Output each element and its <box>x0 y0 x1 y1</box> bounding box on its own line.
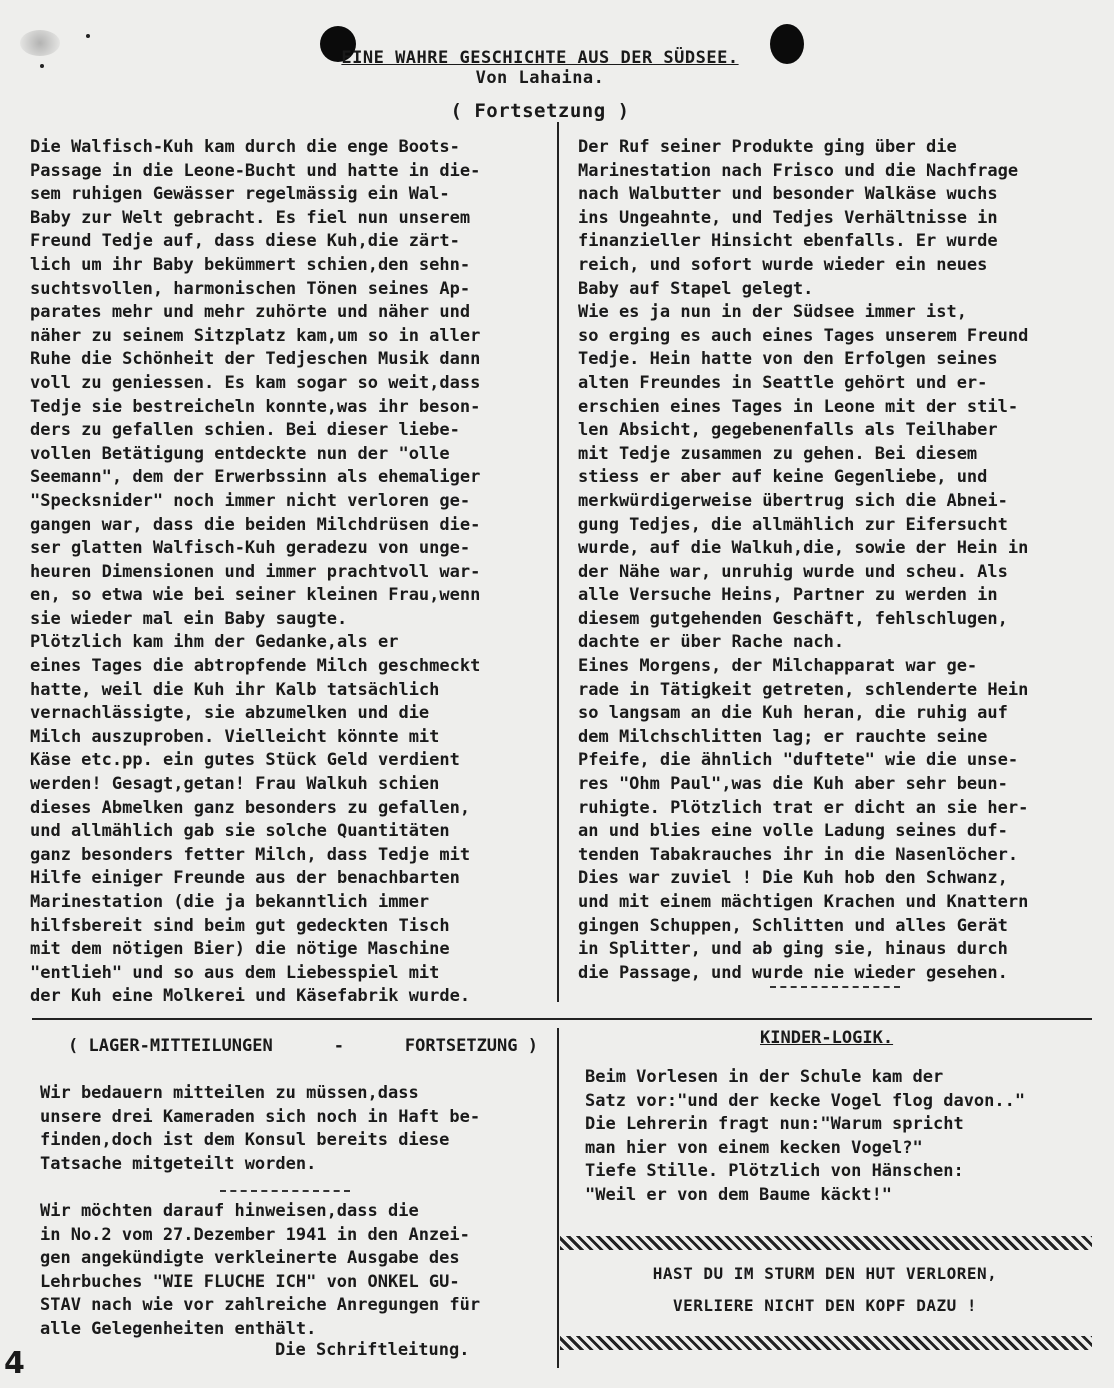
lager-notice-2-text: Wir möchten darauf hinweisen,dass die in No.2 vom 27.Dezember 1941 in den Anzei- gen angekündigte verkleinerte Ausgabe des Lehrbuches "WIE FLUCHE ICH" von ONKEL GU- STAV nach wie vor zahlreiche Anregungen für alle Gelegenheiten enthält. <box>40 1201 481 1339</box>
story-text-right: Der Ruf seiner Produkte ging über die Marinestation nach Frisco und die Nachfrage nach Walbutter und besonder Walkäse wuchs ins Ungeahnte, und Tedjes Verhältnisse in finanzieller Hinsicht ebenfalls. Er wurde reich, und sofort wurde wieder ein neues Baby auf Stapel gelegt. Wie es ja nun in der Südsee immer ist, so erging es auch eines Tages unserem Freund Tedje. Hein hatte von den Erfolgen seines alten Freundes in Seattle gehört und er- erschien eines Tages in Leone mit der stil- len Absicht, gegebenenfalls als Teilhaber mit Tedje zusammen zu gehen. Bei diesem stiess er aber auf keine Gegenliebe, und merkwürdigerweise übertrug sich die Abnei- gung Tedjes, die allmählich zur Eifersucht wurde, auf die Walkuh,die, sowie der Hein in der Nähe war, unruhig wurde und scheu. Als alle Versuche Heins, Partner zu werden in diesem gutgehenden Geschäft, fehlschlugen, dachte er über Rache nach. Eines Morgens, der Milchapparat war ge- rade in Tätigkeit getreten, schlenderte Hein so langsam an die Kuh heran, die ruhig auf dem Milchschlitten lag; er rauchte seine Pfeife, die ähnlich "duftete" wie die unse- res "Ohm Paul",was die Kuh aber sehr beun- ruhigte. Plötzlich trat er dicht an sie her- an und blies eine volle Ladung seines duf- tenden Tabakrauches ihr in die Nasenlöcher. Dies war zuviel ! Die Kuh hob den Schwanz, und mit einem mächtigen Krachen und Knattern gingen Schuppen, Schlitten und alles Gerät in Splitter, und ab ging sie, hinaus durch die Passage, und wurde nie wieder gesehen. <box>578 137 1029 983</box>
column-divider-top <box>557 122 559 1002</box>
editorial-signature: Die Schriftleitung. <box>275 1340 470 1360</box>
story-title: EINE WAHRE GESCHICHTE AUS DER SÜDSEE. <box>341 48 739 68</box>
motto-hatch-top <box>560 1236 1092 1250</box>
page-number: 4 <box>4 1346 25 1381</box>
story-column-right <box>578 136 1088 985</box>
lager-notice-2 <box>40 1200 550 1342</box>
motto-line-1: HAST DU IM STURM DEN HUT VERLOREN, <box>652 1264 998 1283</box>
ink-dot <box>40 64 44 68</box>
section-divider <box>32 1018 1092 1020</box>
lager-heading <box>68 1036 538 1056</box>
notice-separator-rule <box>220 1190 350 1192</box>
story-author: Von Lahaina. <box>475 68 605 88</box>
motto-line-2: VERLIERE NICHT DEN KOPF DAZU ! <box>673 1296 977 1315</box>
kinder-logik-body: Beim Vorlesen in der Schule kam der Satz vor:"und der kecke Vogel flog davon.." Die Lehrerin fragt nun:"Warum spricht man hier von einem kecken Vogel?" Tiefe Stille. Plötzlich von Hänschen: "Weil er von dem Baume käckt!" <box>585 1067 1026 1205</box>
lager-notice-1 <box>40 1082 550 1176</box>
lager-heading-dash: - <box>333 1036 344 1056</box>
story-column-left <box>30 136 550 1009</box>
motto-hatch-bottom <box>560 1336 1092 1350</box>
lager-heading-close: FORTSETZUNG ) <box>404 1036 538 1056</box>
kinder-logik-heading: KINDER-LOGIK. <box>760 1028 894 1048</box>
ink-smudge <box>20 30 60 56</box>
section-end-rule <box>770 986 900 988</box>
continuation-label: ( Fortsetzung ) <box>450 100 630 122</box>
kinder-logik-text <box>585 1066 1085 1208</box>
lager-heading-open: ( LAGER-MITTEILUNGEN <box>68 1036 273 1056</box>
lager-notice-1-text: Wir bedauern mitteilen zu müssen,dass unsere drei Kameraden sich noch in Haft be- finden,doch ist dem Konsul bereits diese Tatsache mitgeteilt worden. <box>40 1083 481 1174</box>
column-divider-bottom <box>557 1028 559 1368</box>
story-text-left: Die Walfisch-Kuh kam durch die enge Boots- Passage in die Leone-Bucht und hatte in die- sem ruhigen Gewässer regelmässig ein Wal- Baby zur Welt gebracht. Es fiel nun unserem Freund Tedje auf, dass diese Kuh,die zärt- lich um ihr Baby bekümmert schien,den sehn- suchtsvollen, harmonischen Tönen seines Ap- parates mehr und mehr zuhörte und näher und näher zu seinem Sitzplatz kam,um so in aller Ruhe die Schönheit der Tedjeschen Musik dann voll zu geniessen. Es kam sogar so weit,dass Tedje sie bestreicheln konnte,was ihr beson- ders zu gefallen schien. Bei dieser liebe- vollen Betätigung entdeckte nun der "olle Seemann", dem der Erwerbssinn als ehemaliger "Specksnider" noch immer nicht verloren ge- gangen war, dass die beiden Milchdrüsen die- ser glatten Walfisch-Kuh geradezu von unge- heuren Dimensionen und immer prachtvoll war- en, so etwa wie bei seiner kleinen Frau,wenn sie wieder mal ein Baby saugte. Plötzlich kam ihm der Gedanke,als er eines Tages die abtropfende Milch geschmeckt hatte, weil die Kuh ihr Kalb tatsächlich vernachlässigte, sie abzumelken und die Milch auszuproben. Vielleicht könnte mit Käse etc.pp. ein gutes Stück Geld verdient werden! Gesagt,getan! Frau Walkuh schien dieses Abmelken ganz besonders zu gefallen, und allmählich gab sie solche Quantitäten ganz besonders fetter Milch, dass Tedje mit Hilfe einiger Freunde aus der benachbarten Marinestation (die ja bekanntlich immer hilfsbereit sind beim gut gedeckten Tisch mit dem nötigen Bier) die nötige Maschine "entlieh" und so aus dem Liebesspiel mit der Kuh eine Molkerei und Käsefabrik wurde. <box>30 137 481 1007</box>
ink-dot <box>86 34 90 38</box>
